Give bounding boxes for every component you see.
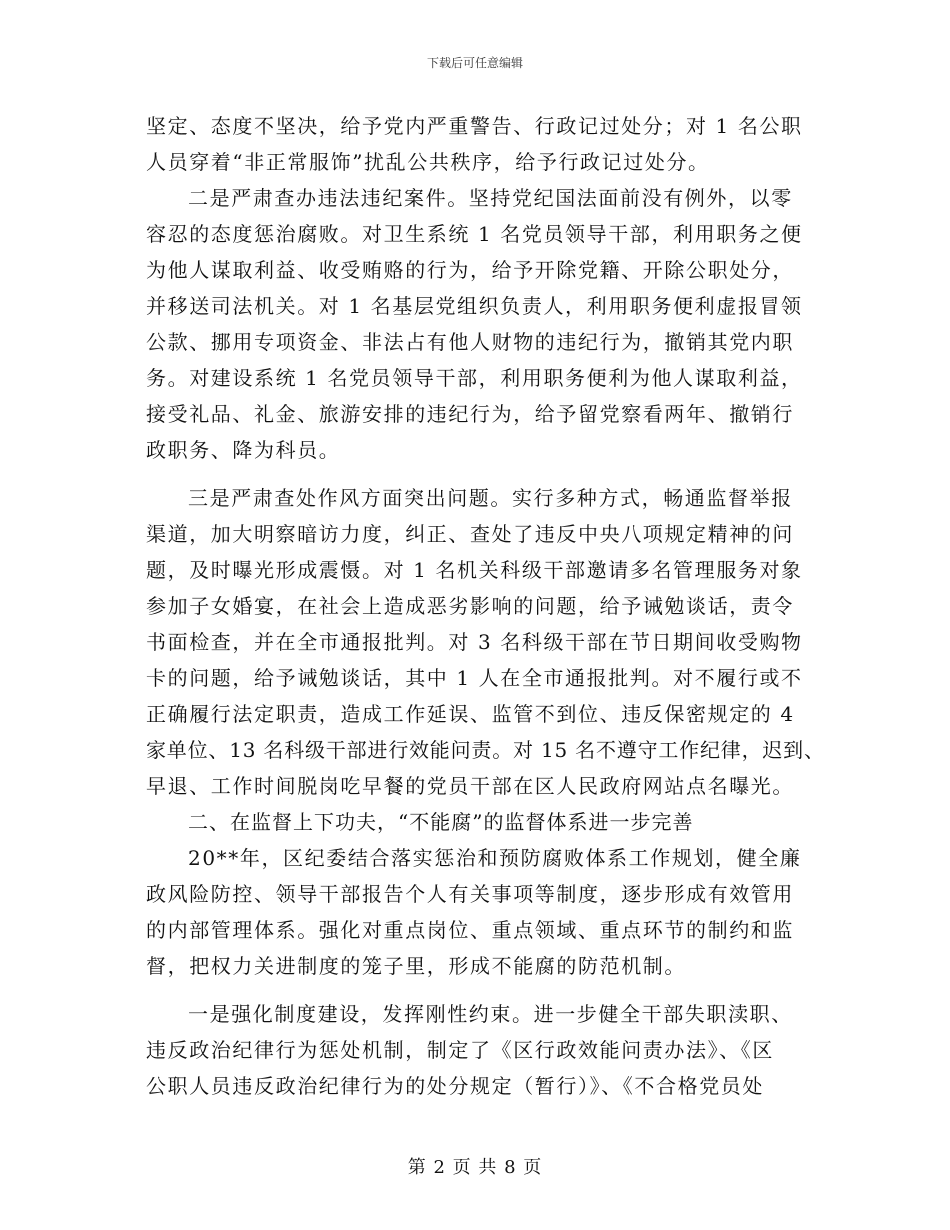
section-heading: 二、在监督上下功夫，“不能腐”的监督体系进一步完善 <box>188 810 694 834</box>
body-line: 公款、挪用专项资金、非法占有他人财物的违纪行为，撤销其党内职 <box>146 330 794 354</box>
body-line: 政职务、降为科员。 <box>146 438 341 462</box>
body-line: 人员穿着“非正常服饰”扰乱公共秩序，给予行政记过处分。 <box>146 150 710 174</box>
body-line: 渠道，加大明察暗访力度，纠正、查处了违反中央八项规定精神的问 <box>146 522 794 546</box>
body-line: 公职人员违反政治纪律行为的处分规定（暂行）》、《不合格党员处 <box>146 1074 764 1098</box>
body-line: 的内部管理体系。强化对重点岗位、重点领域、重点环节的制约和监 <box>146 918 794 942</box>
body-line: 正确履行法定职责，造成工作延误、监管不到位、违反保密规定的 4 <box>146 702 795 726</box>
body-line: 政风险防控、领导干部报告个人有关事项等制度，逐步形成有效管用 <box>146 882 794 906</box>
body-line: 务。对建设系统 1 名党员领导干部，利用职务便利为他人谋取利益， <box>146 366 803 390</box>
body-line: 卡的问题，给予诫勉谈话，其中 1 人在全市通报批判。对不履行或不 <box>146 666 803 690</box>
body-line: 早退、工作时间脱岗吃早餐的党员干部在区人民政府网站点名曝光。 <box>146 774 794 798</box>
body-line: 三是严肃查处作风方面突出问题。实行多种方式，畅通监督举报 <box>188 486 793 510</box>
body-line: 家单位、13 名科级干部进行效能问责。对 15 名不遵守工作纪律，迟到、 <box>146 738 825 762</box>
body-line: 参加子女婚宴，在社会上造成恶劣影响的问题，给予诫勉谈话，责令 <box>146 594 794 618</box>
body-line: 接受礼品、礼金、旅游安排的违纪行为，给予留党察看两年、撤销行 <box>146 402 794 426</box>
body-line: 书面检查，并在全市通报批判。对 3 名科级干部在节日期间收受购物 <box>146 630 803 654</box>
body-line: 容忍的态度惩治腐败。对卫生系统 1 名党员领导干部，利用职务之便 <box>146 222 803 246</box>
body-line: 督，把权力关进制度的笼子里，形成不能腐的防范机制。 <box>146 954 686 978</box>
body-line: 二是严肃查办违法违纪案件。坚持党纪国法面前没有例外，以零 <box>188 186 793 210</box>
body-line: 20**年，区纪委结合落实惩治和预防腐败体系工作规划，健全廉 <box>188 846 802 870</box>
body-line: 为他人谋取利益、收受贿赂的行为，给予开除党籍、开除公职处分， <box>146 258 794 282</box>
body-line: 并移送司法机关。对 1 名基层党组织负责人，利用职务便利虚报冒领 <box>146 294 803 318</box>
body-line: 一是强化制度建设，发挥刚性约束。进一步健全干部失职渎职、 <box>188 1002 793 1026</box>
page-number: 第 2 页 共 8 页 <box>407 1157 543 1178</box>
header-note: 下载后可任意编辑 <box>426 56 523 70</box>
body-line: 坚定、态度不坚决，给予党内严重警告、行政记过处分；对 1 名公职 <box>146 114 803 138</box>
body-line: 违反政治纪律行为惩处机制，制定了《区行政效能问责办法》、《区 <box>146 1038 774 1062</box>
body-line: 题，及时曝光形成震慑。对 1 名机关科级干部邀请多名管理服务对象 <box>146 558 803 582</box>
